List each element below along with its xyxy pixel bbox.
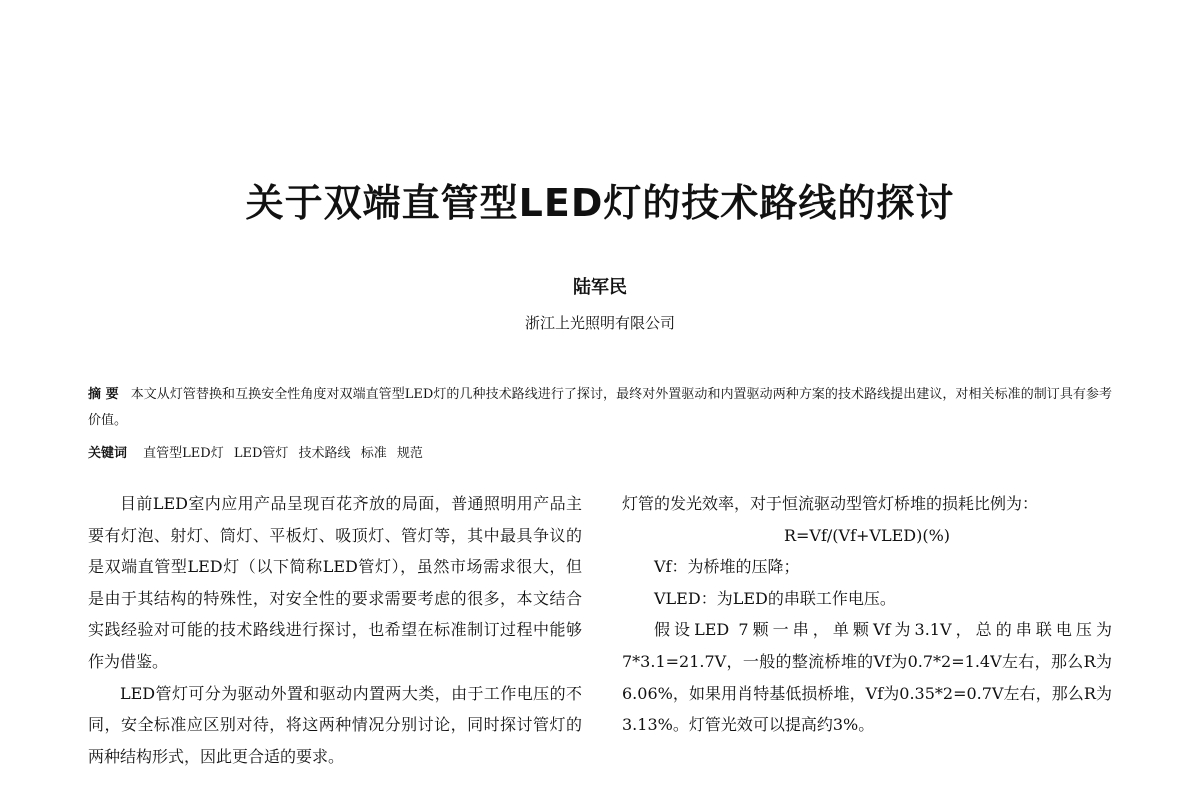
- abstract: [88, 382, 1112, 434]
- body-paragraph: LED管灯可分为驱动外置和驱动内置两大类，由于工作电压的不同，安全标准应区别对待，将这两种情况分别讨论，同时探讨管灯的两种结构形式，因此更合适的要求。: [88, 683, 582, 766]
- abstract-text: 本文从灯管替换和互换安全性角度对双端直管型LED灯的几种技术路线进行了探讨，最终对外置驱动和内置驱动两种方案的技术路线提出建议，对相关标准的制订具有参考价值。: [88, 387, 1113, 428]
- keyword: 直管型LED灯: [143, 446, 224, 461]
- body-column-right: [622, 488, 1112, 741]
- keyword: 规范: [396, 446, 423, 461]
- keywords-label: 关键词: [88, 446, 128, 461]
- paper-title: 关于双端直管型LED灯的技术路线的探讨: [245, 181, 955, 225]
- abstract-label: 摘 要: [88, 387, 119, 402]
- definition-vf: Vf：为桥堆的压降；: [654, 557, 800, 577]
- body-column-left: [88, 488, 582, 772]
- keyword: 标准: [360, 446, 387, 461]
- keyword: 技术路线: [298, 446, 351, 461]
- author-affiliation: 浙江上光照明有限公司: [524, 314, 675, 332]
- author-name: 陆军民: [573, 277, 627, 298]
- body-paragraph: 假设LED 7颗一串，单颗Vf为3.1V，总的串联电压为7*3.1=21.7V，一般的整流桥堆的Vf为0.7*2=1.4V左右，那么R为6.06%，如果用肖特基低损桥堆，Vf为0.35*2=0.7V左右，那么R为3.13%。灯管光效可以提高约3%。: [622, 620, 1112, 735]
- body-paragraph: 目前LED室内应用产品呈现百花齐放的局面，普通照明用产品主要有灯泡、射灯、筒灯、平板灯、吸顶灯、管灯等，其中最具争议的是双端直管型LED灯（以下简称LED管灯），虽然市场需求很大，但是由于其结构的特殊性，对安全性的要求需要考虑的很多，本文结合实践经验对可能的技术路线进行探讨，也希望在标准制订过程中能够作为借鉴。: [88, 494, 582, 671]
- body-paragraph: 灯管的发光效率，对于恒流驱动型管灯桥堆的损耗比例为：: [622, 494, 1039, 513]
- keywords: [88, 442, 1112, 466]
- definition-vled: VLED：为LED的串联工作电压。: [654, 588, 896, 608]
- formula: R=Vf/(Vf+VLED)(%): [783, 525, 951, 545]
- keyword: LED管灯: [233, 446, 289, 461]
